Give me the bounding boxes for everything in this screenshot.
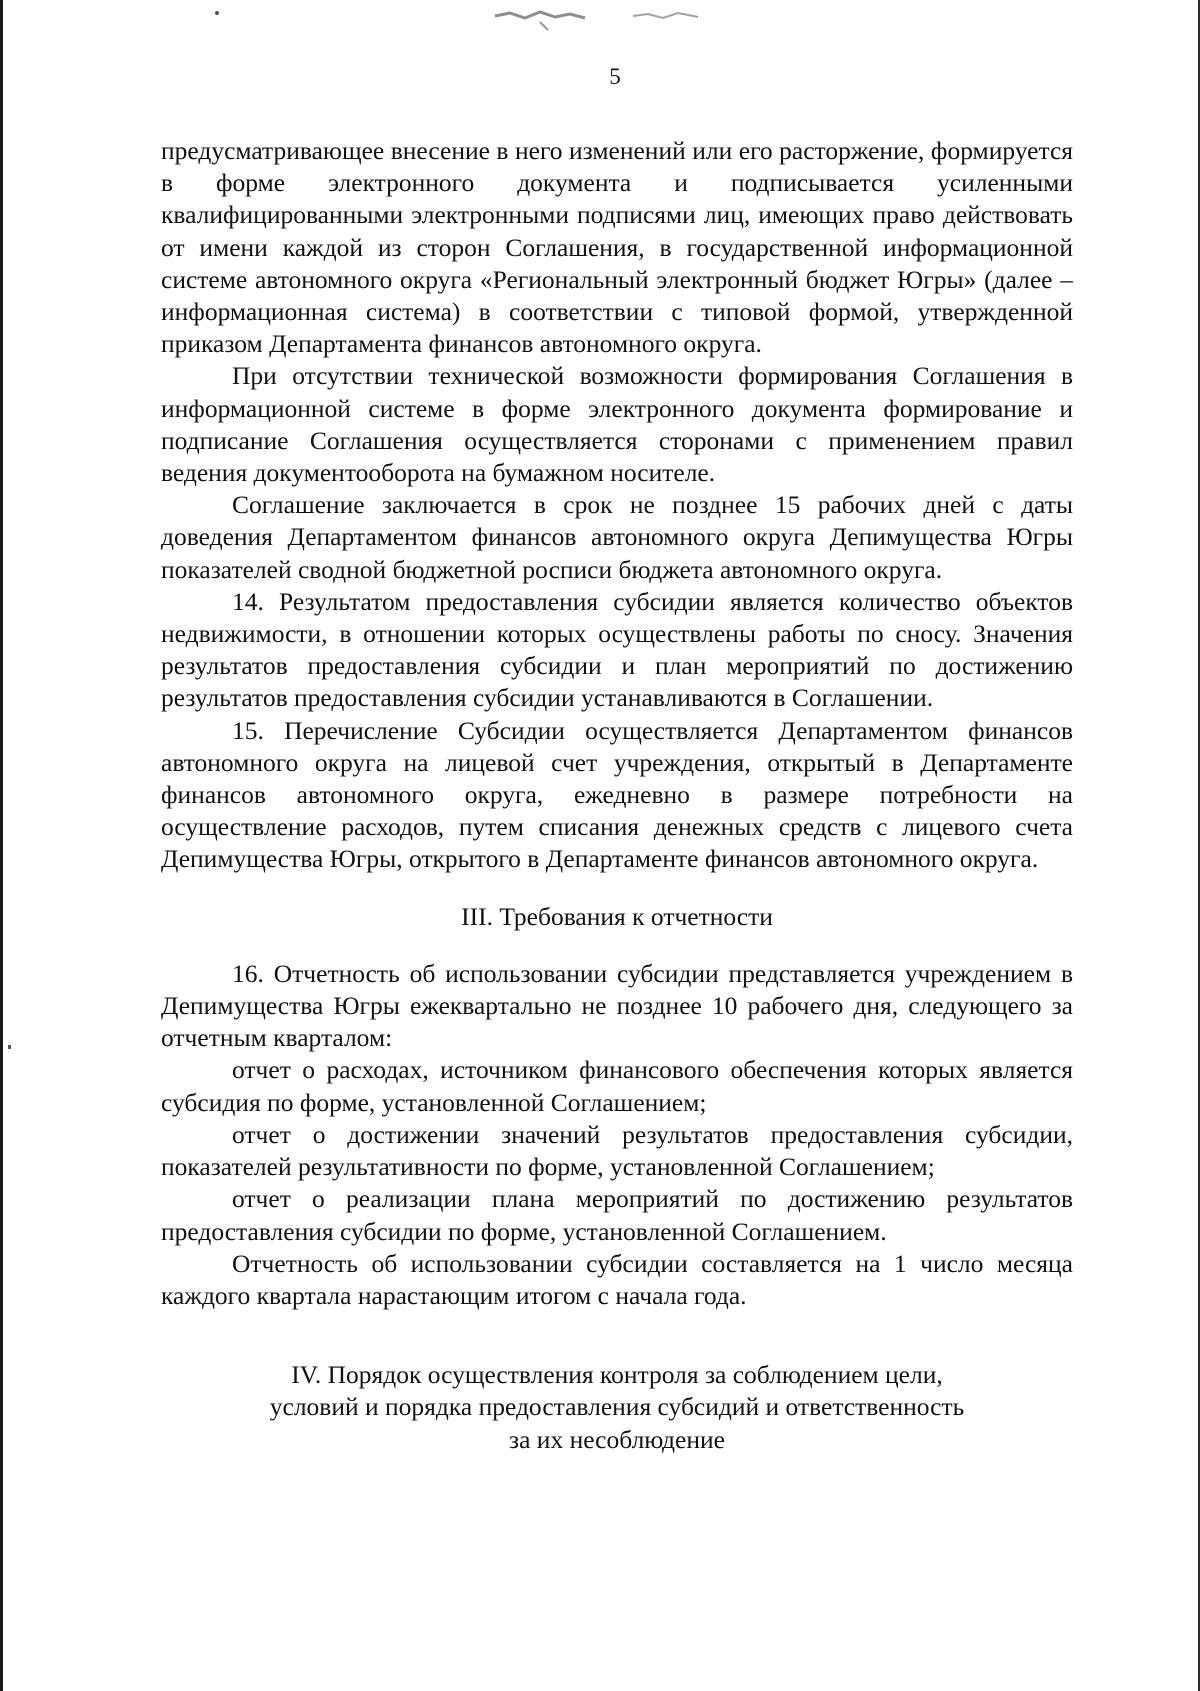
scan-dot: [215, 11, 219, 15]
paragraph-item-14: 14. Результатом предоставления субсидии является количество объектов недвижимости, в отношении которых осуществлены работы по сносу. Значения результатов предоставления субсидии и план мероприятий по достижению результатов предоставления субсидии устанавливаются в Соглашении.: [161, 586, 1073, 713]
paragraph: отчет о расходах, источником финансового обеспечения которых является субсидия по форме, установленной Соглашением;: [161, 1055, 1073, 1117]
document-body: [161, 135, 1073, 1456]
paragraph-item-16: 16. Отчетность об использовании субсидии представляется учреждением в Депимущества Югры ежеквартально не позднее 10 рабочего дня, следующего за отчетным кварталом:: [161, 958, 1073, 1053]
scan-edge-left: [0, 0, 3, 1691]
paragraph-continuation: предусматривающее внесение в него изменений или его расторжение, формируется в форме электронного документа и подписывается усиленными квалифицированными электронными подписями лиц, имеющих право действовать от имени каждой из сторон Соглашения, в государственной информационной системе автономного округа «Региональный электронный бюджет Югры» (далее – информационная система) в соответствии с типовой формой, утвержденной приказом Департамента финансов автономного округа.: [161, 136, 1073, 359]
section-heading-iv-line: за их несоблюдение: [509, 1424, 725, 1454]
section-heading-iv: [161, 1359, 1073, 1456]
paragraph: Соглашение заключается в срок не позднее 15 рабочих дней с даты доведения Департаментом финансов автономного округа Депимущества Югры показателей сводной бюджетной росписи бюджета автономного округа.: [161, 490, 1073, 584]
section-heading-iv-line: условий и порядка предоставления субсидий и ответственность: [269, 1392, 965, 1422]
scan-noise-mark: [628, 4, 703, 32]
section-heading-iii: III. Требования к отчетности: [461, 901, 773, 931]
section-heading-iv-line: IV. Порядок осуществления контроля за соблюдением цели,: [291, 1360, 943, 1390]
paragraph: отчет о достижении значений результатов предоставления субсидии, показателей результативности по форме, установленной Соглашением;: [161, 1119, 1073, 1182]
paragraph: отчет о реализации плана мероприятий по достижению результатов предоставления субсидии по форме, установленной Соглашением.: [161, 1184, 1073, 1246]
page-number: 5: [609, 64, 621, 89]
paragraph-item-15: 15. Перечисление Субсидии осуществляется Департаментом финансов автономного округа на лицевой счет учреждения, открытый в Департаменте финансов автономного округа, ежедневно в размере потребности на осуществление расходов, путем списания денежных средств с лицевого счета Депимущества Югры, открытого в Департаменте финансов автономного округа.: [161, 715, 1073, 874]
scan-dot: [8, 1045, 11, 1049]
scan-noise-mark: [490, 4, 590, 32]
paragraph: Отчетность об использовании субсидии составляется на 1 число месяца каждого квартала нарастающим итогом с начала года.: [161, 1248, 1073, 1310]
paragraph: При отсутствии технической возможности формирования Соглашения в информационной системе в форме электронного документа формирование и подписание Соглашения осуществляется сторонами с применением правил ведения документооборота на бумажном носителе.: [161, 361, 1073, 488]
